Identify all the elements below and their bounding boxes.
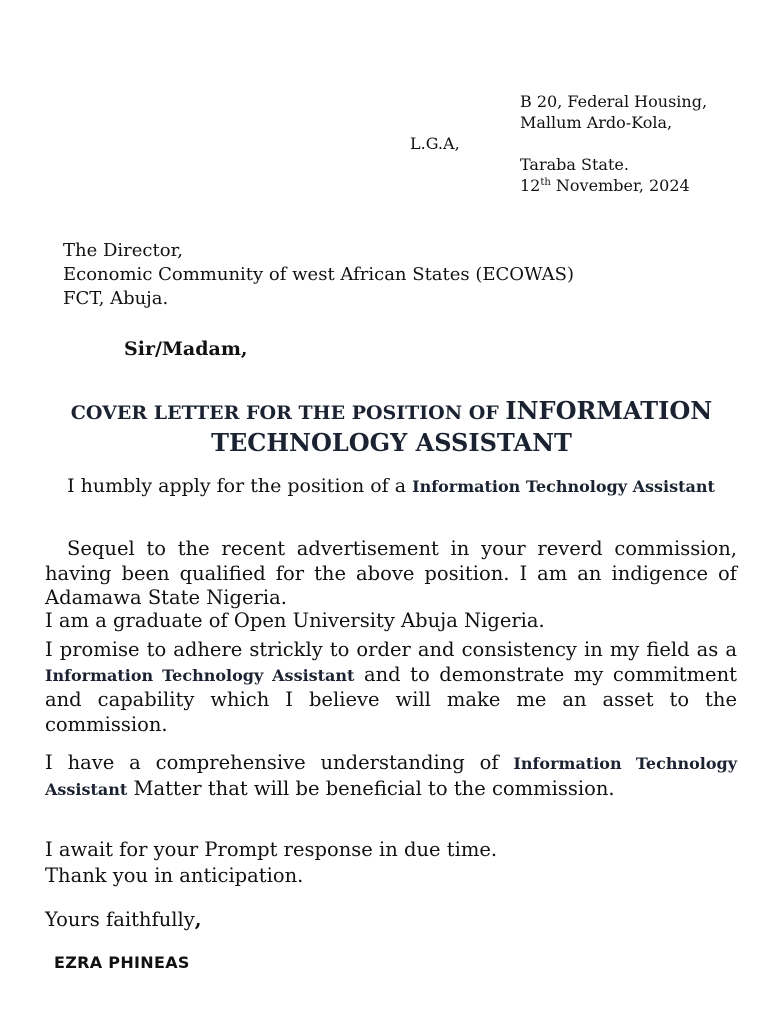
sender-address <box>520 91 707 196</box>
letter-title <box>40 396 743 460</box>
recipient-line-3: FCT, Abuja. <box>63 288 169 309</box>
body-paragraph-3-position: Information Technology Assistant <box>45 665 355 685</box>
body-paragraph-4 <box>45 751 737 802</box>
sender-lga: L.G.A, <box>410 134 460 153</box>
title-position: INFORMATION TECHNOLOGY ASSISTANT <box>211 396 713 457</box>
body-paragraph-5-line-2: Thank you in anticipation. <box>45 864 304 887</box>
body-paragraph-3-end: and to demonstrate my commitment and capability which I believe will make me an asset to the commission. <box>45 662 737 736</box>
closing-text: Yours faithfully <box>45 908 195 931</box>
sender-address-line-3: Taraba State. <box>520 155 629 174</box>
date-rest: November, 2024 <box>550 176 690 195</box>
body-paragraph-4-end: Matter that will be beneficial to the commission. <box>127 776 615 800</box>
closing-comma: , <box>194 908 202 931</box>
body-paragraph-2: I am a graduate of Open University Abuja Nigeria. <box>45 609 545 632</box>
closing <box>45 908 202 931</box>
sender-address-line-2: Mallum Ardo-Kola, <box>520 113 673 132</box>
body-paragraph-1 <box>45 537 737 611</box>
body-paragraph-4-position: Information Technology Assistant <box>45 754 737 799</box>
date-suffix: th <box>540 177 551 188</box>
recipient-line-2: Economic Community of west African States (ECOWAS) <box>63 264 575 285</box>
signature-name: EZRA PHINEAS <box>54 953 190 972</box>
apply-text: I humbly apply for the position of a <box>67 475 413 497</box>
body-paragraph-3-start: I promise to adhere strickly to order and consistency in my field as a <box>45 638 737 661</box>
body-paragraph-3 <box>45 638 737 737</box>
recipient-address <box>63 239 574 311</box>
apply-position: Information Technology Assistant <box>412 477 715 496</box>
salutation: Sir/Madam, <box>124 338 248 360</box>
date-day: 12 <box>520 176 541 195</box>
letter-date <box>520 175 707 196</box>
body-paragraph-5-line-1: I await for your Prompt response in due time. <box>45 838 498 861</box>
apply-statement <box>45 474 737 499</box>
body-paragraph-1-text: Sequel to the recent advertisement in your reverd commission, having been qualified for the above position. I am an indigence of Adamawa State Nigeria. <box>45 537 737 609</box>
body-paragraph-5 <box>45 837 737 889</box>
sender-address-line-1: B 20, Federal Housing, <box>520 92 708 111</box>
body-paragraph-4-start: I have a comprehensive understanding of <box>45 751 514 774</box>
recipient-line-1: The Director, <box>63 240 183 261</box>
sender-address-spacer <box>520 133 707 154</box>
title-prefix: COVER LETTER FOR THE POSITION OF <box>70 402 506 424</box>
